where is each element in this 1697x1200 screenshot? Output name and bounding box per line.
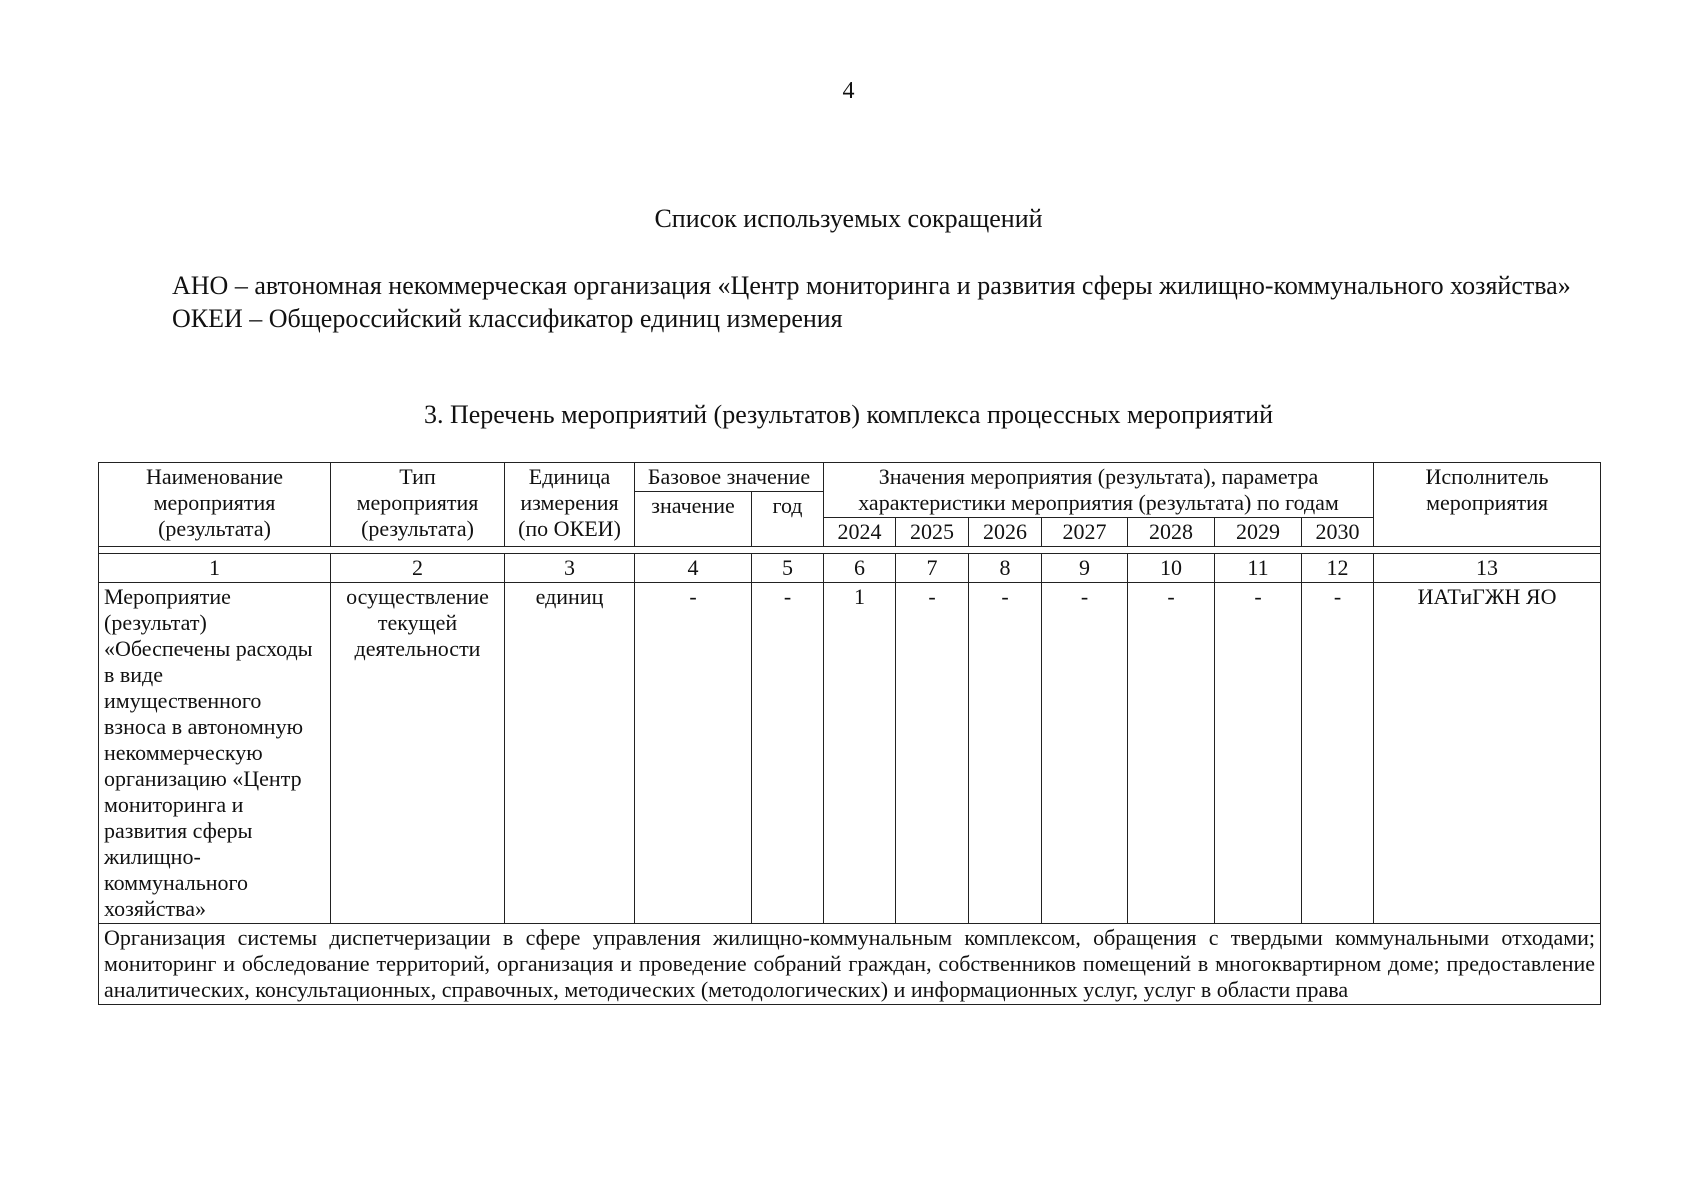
header-name: Наименование мероприятия (результата): [99, 463, 331, 547]
header-year: 2024: [824, 518, 896, 547]
row-name: Мероприятие (результат) «Обеспечены расходы в виде имущественного взноса в автономную некоммерческую организацию «Центр мониторинга и развития сферы жилищно-коммунального хозяйства»: [99, 583, 331, 924]
column-number: 4: [635, 554, 752, 583]
row-value: -: [1302, 583, 1374, 924]
column-number: 5: [752, 554, 824, 583]
header-values: Значения мероприятия (результата), параметра характеристики мероприятия (результата) по годам: [824, 463, 1374, 518]
row-value: -: [969, 583, 1042, 924]
header-year: 2028: [1128, 518, 1215, 547]
measures-table: [98, 462, 1601, 1005]
page-number: 4: [842, 78, 855, 104]
header-type: Тип мероприятия (результата): [331, 463, 505, 547]
header-year: 2029: [1215, 518, 1302, 547]
abbreviation-item-okei: ОКЕИ – Общероссийский классификатор единиц измерения: [172, 304, 843, 333]
row-value: -: [896, 583, 969, 924]
column-number: 3: [505, 554, 635, 583]
abbreviations-title: Список используемых сокращений: [654, 204, 1043, 233]
row-value: -: [1128, 583, 1215, 924]
abbreviations-list: [100, 270, 1600, 334]
column-number: 6: [824, 554, 896, 583]
column-number: 7: [896, 554, 969, 583]
header-year: 2026: [969, 518, 1042, 547]
abbreviation-item-ano: АНО – автономная некоммерческая организация «Центр мониторинга и развития сферы жилищно-коммунального хозяйства»: [172, 271, 1571, 300]
row-value: -: [1042, 583, 1128, 924]
column-number: 13: [1374, 554, 1601, 583]
separator-cell: [99, 547, 1601, 554]
table-row: [99, 583, 1601, 924]
description-cell: Организация системы диспетчеризации в сфере управления жилищно-коммунальным комплексом, обращения с твердыми коммунальными отходами; мониторинг и обследование территорий, организация и проведение собраний граждан, собственников помещений в многоквартирном доме; предоставление аналитических, консультационных, справочных, методических (методологических) и информационных услуг, услуг в области права: [99, 924, 1601, 1005]
header-year: 2027: [1042, 518, 1128, 547]
column-number: 11: [1215, 554, 1302, 583]
column-number: 12: [1302, 554, 1374, 583]
header-unit: Единица измерения (по ОКЕИ): [505, 463, 635, 547]
column-number: 1: [99, 554, 331, 583]
row-base-year: -: [752, 583, 824, 924]
row-value: -: [1215, 583, 1302, 924]
header-year: 2030: [1302, 518, 1374, 547]
column-number-row: [99, 554, 1601, 583]
header-year: 2025: [896, 518, 969, 547]
row-value: 1: [824, 583, 896, 924]
row-type: осуществление текущей деятельности: [331, 583, 505, 924]
description-row: [99, 924, 1601, 1005]
column-number: 8: [969, 554, 1042, 583]
row-base-value: -: [635, 583, 752, 924]
header-base: Базовое значение: [635, 463, 824, 492]
column-number: 9: [1042, 554, 1128, 583]
header-base-value: значение: [635, 492, 752, 547]
header-executor: Исполнитель мероприятия: [1374, 463, 1601, 547]
row-executor: ИАТиГЖН ЯО: [1374, 583, 1601, 924]
column-number: 2: [331, 554, 505, 583]
section-title: 3. Перечень мероприятий (результатов) комплекса процессных мероприятий: [423, 400, 1274, 429]
column-number: 10: [1128, 554, 1215, 583]
row-unit: единиц: [505, 583, 635, 924]
table-header-row: [99, 463, 1601, 492]
header-base-year: год: [752, 492, 824, 547]
header-separator: [99, 547, 1601, 554]
